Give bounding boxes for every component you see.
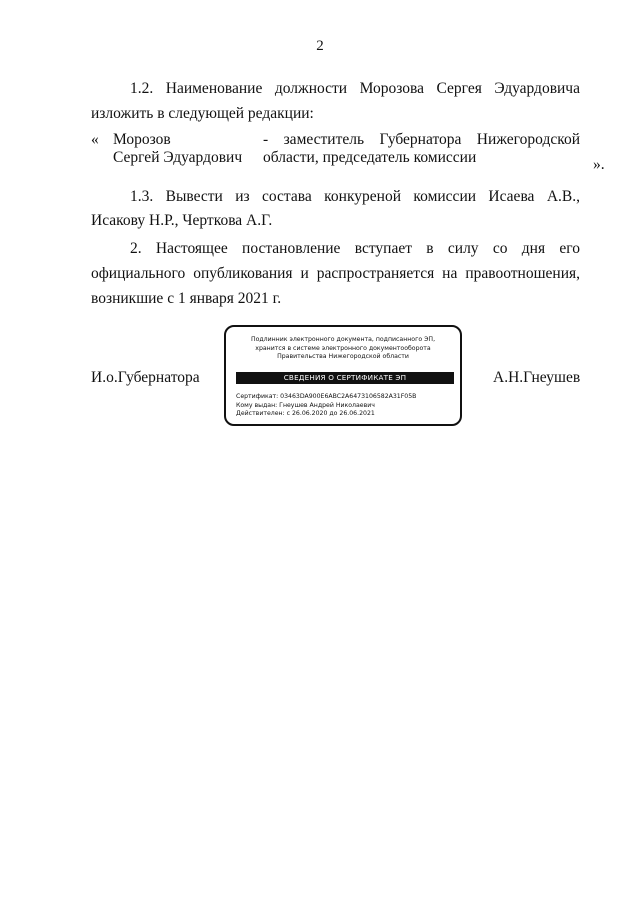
certificate-owner: Кому выдан: Гнеушев Андрей Николаевич: [236, 401, 375, 409]
stamp-header: [226, 336, 460, 362]
entry-description-line-2: области, председатель комиссии: [263, 149, 477, 166]
entry-name-line-2: Сергей Эдуардович: [113, 149, 243, 166]
paragraph-2-line-2: официального опубликования и распространяется на правоотношения,: [91, 265, 580, 282]
paragraph-2-line-1: 2. Настоящее постановление вступает в силу со дня его: [130, 240, 580, 257]
paragraph-1-2-line-1: 1.2. Наименование должности Морозова Сергея Эдуардовича: [130, 80, 580, 97]
certificate-details: [236, 393, 416, 419]
signature-role: И.о.Губернатора: [91, 369, 200, 386]
page-number: 2: [316, 38, 324, 54]
stamp-header-line: Правительства Нижегородской области: [277, 353, 409, 360]
certificate-validity: Действителен: с 26.06.2020 до 26.06.2021: [236, 410, 375, 417]
certificate-info-bar: СВЕДЕНИЯ О СЕРТИФИКАТЕ ЭП: [236, 372, 454, 384]
electronic-signature-stamp: [224, 325, 462, 426]
signature-name: А.Н.Гнеушев: [493, 369, 581, 386]
opening-quote: «: [91, 131, 99, 148]
paragraph-1-3-line-2: Исакову Н.Р., Черткова А.Г.: [91, 212, 273, 229]
paragraph-2-line-3: возникшие с 1 января 2021 г.: [91, 290, 282, 307]
stamp-header-line: хранится в системе электронного документооборота: [255, 344, 431, 352]
paragraph-1-2-line-2: изложить в следующей редакции:: [91, 105, 314, 122]
entry-name-line-1: Морозов: [113, 131, 171, 148]
certificate-serial: Сертификат: 03463DA900E6ABC2A6473106582A31F05B: [236, 393, 417, 400]
closing-quote: ».: [593, 156, 605, 173]
paragraph-1-3-line-1: 1.3. Вывести из состава конкуреной комиссии Исаева А.В.,: [130, 188, 580, 205]
stamp-header-line: Подлинник электронного документа, подписанного ЭП,: [250, 336, 436, 343]
entry-description-line-1: - заместитель Губернатора Нижегородской: [263, 131, 580, 148]
